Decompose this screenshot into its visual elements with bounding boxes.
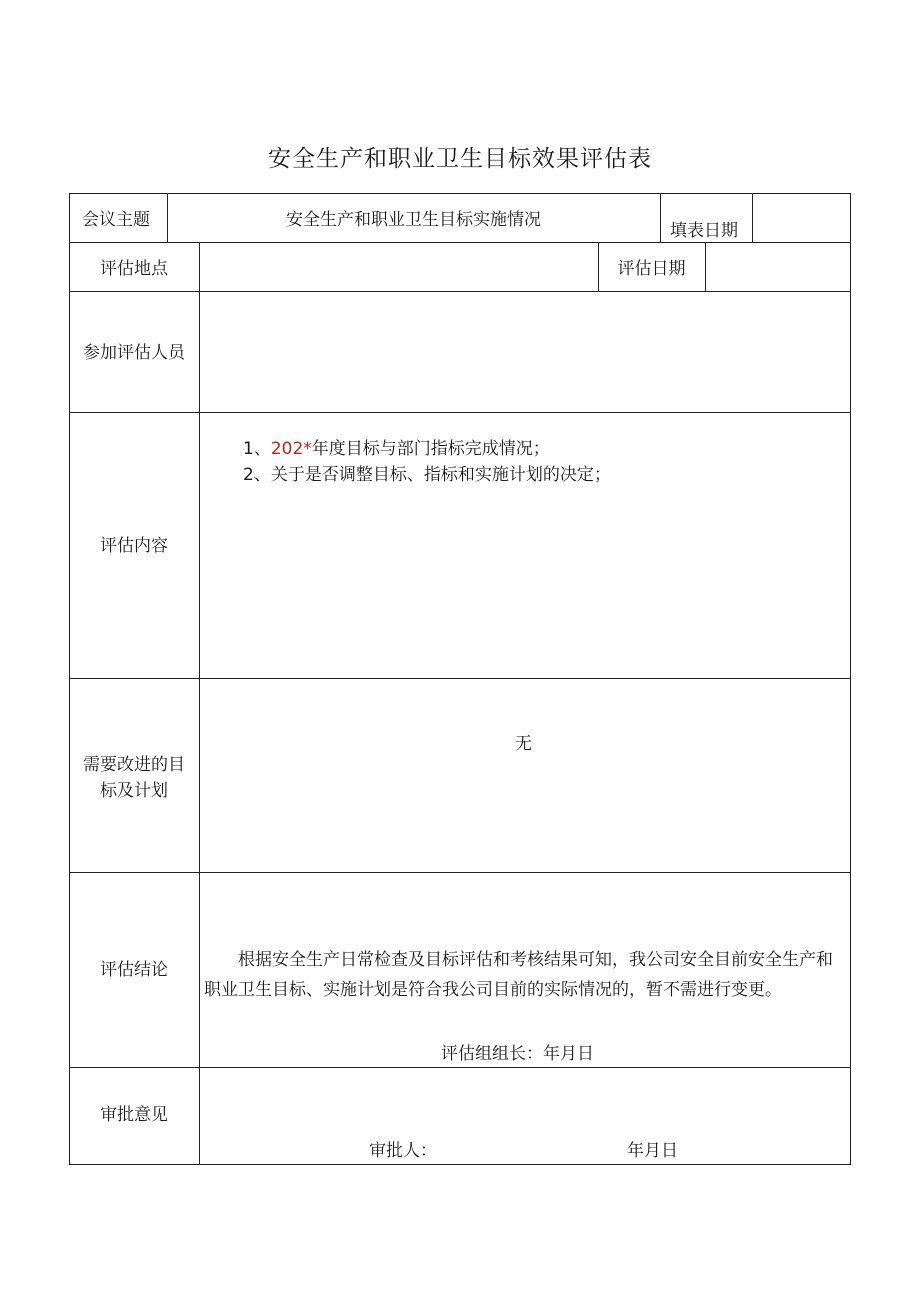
content-item-2-text: 关于是否调整目标、指标和实施计划的决定；: [270, 465, 611, 485]
content-item-1-text: 年度目标与部门指标完成情况；: [311, 439, 550, 459]
content-item-2: [243, 462, 611, 488]
row-divider-2: [69, 291, 851, 292]
col-divider-label: [199, 242, 200, 1164]
col-divider-topic-date: [660, 193, 661, 242]
eval-date-label: 评估日期: [617, 259, 686, 279]
approver-label: 审批人：: [369, 1141, 437, 1161]
team-leader-signature: 评估组组长：年月日: [441, 1044, 594, 1064]
table-border-left: [69, 193, 70, 1164]
eval-content-label: 评估内容: [100, 536, 168, 556]
content-item-1-number: 1、: [243, 439, 271, 459]
row-divider-4: [69, 678, 851, 679]
row-divider-5: [69, 872, 851, 873]
fill-date-label: 填表日期: [670, 221, 738, 241]
approval-label: 审批意见: [100, 1105, 168, 1125]
row-divider-3: [69, 412, 851, 413]
meeting-topic-value: 安全生产和职业卫生目标实施情况: [286, 210, 541, 230]
improve-value: 无: [515, 734, 532, 754]
improve-label-line2: 标及计划: [100, 781, 168, 801]
col-divider-eval-date: [705, 242, 706, 291]
content-item-1-year: 202*: [270, 439, 312, 459]
conclusion-label: 评估结论: [100, 960, 168, 980]
table-border-right: [850, 193, 851, 1164]
row-divider-6: [69, 1067, 851, 1068]
form-title: 安全生产和职业卫生目标效果评估表: [268, 146, 652, 172]
approval-date: 年月日: [627, 1141, 678, 1161]
conclusion-text: 根据安全生产日常检查及目标评估和考核结果可知，我公司安全目前安全生产和职业卫生目标、实施计划是符合我公司目前的实际情况的，暂不需进行变更。: [204, 950, 833, 1000]
meeting-topic-label: 会议主题: [82, 210, 150, 230]
table-border-bottom: [69, 1164, 851, 1165]
eval-location-label: 评估地点: [100, 259, 168, 279]
col-divider-fill-date: [752, 193, 753, 242]
improve-label-line1: 需要改进的目: [83, 755, 185, 775]
participants-label: 参加评估人员: [83, 343, 185, 363]
content-item-2-number: 2、: [243, 465, 271, 485]
table-border-top: [69, 193, 851, 194]
content-item-1: [243, 436, 550, 462]
